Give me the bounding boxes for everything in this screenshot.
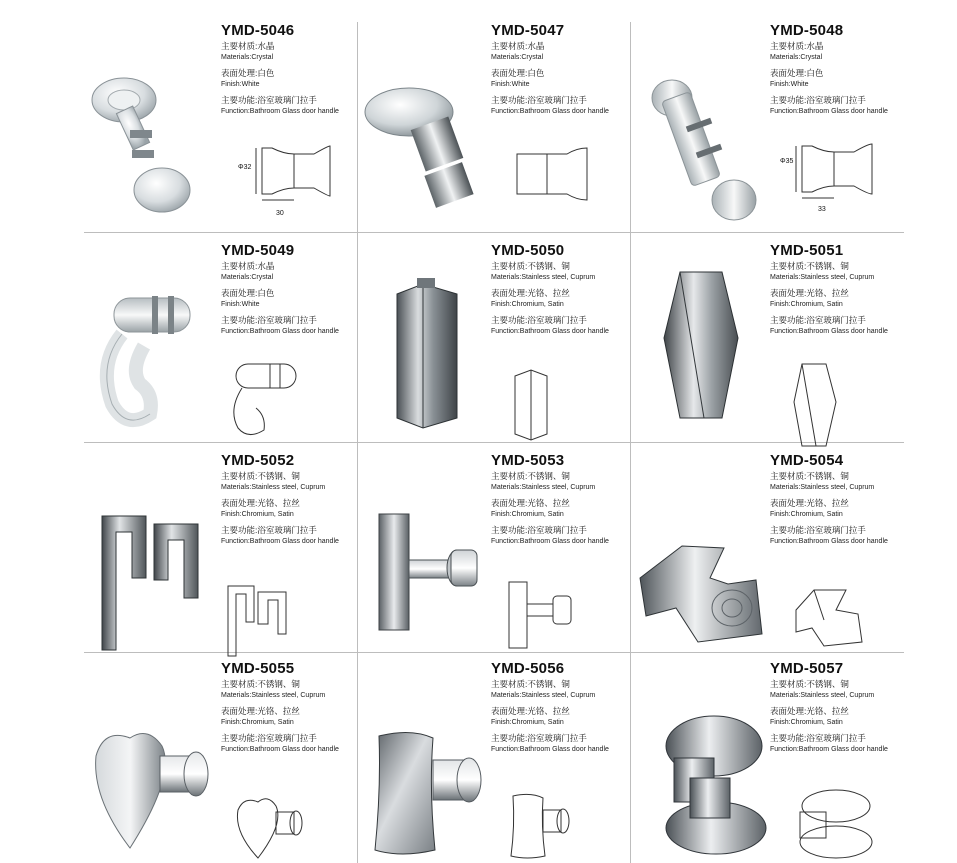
- material-en: Materials:Crystal: [221, 274, 274, 281]
- finish-cn: 表面处理:光铬、拉丝: [770, 498, 849, 508]
- heart-knob-photo: [90, 726, 220, 856]
- material-en: Materials:Stainless steel, Cuprum: [491, 274, 596, 281]
- function-cn: 主要功能:浴室玻璃门拉手: [770, 525, 866, 535]
- finish-en: Finish:White: [770, 81, 809, 88]
- product-code: YMD-5053: [491, 452, 565, 469]
- finish-cn: 表面处理:光铬、拉丝: [770, 288, 849, 298]
- product-card-ymd-5047[interactable]: [357, 22, 630, 232]
- finish-cn: 表面处理:白色: [770, 68, 824, 78]
- square-loop-line-drawing: [224, 580, 304, 660]
- function-en: Function:Bathroom Glass door handle: [770, 746, 888, 753]
- product-card-ymd-5052[interactable]: [84, 442, 357, 652]
- diamond-handle-photo: [660, 268, 750, 436]
- product-code: YMD-5046: [221, 22, 295, 39]
- page-top-margin: [0, 0, 957, 14]
- product-code: YMD-5052: [221, 452, 295, 469]
- finish-cn: 表面处理:光铬、拉丝: [491, 706, 570, 716]
- function-en: Function:Bathroom Glass door handle: [491, 538, 609, 545]
- function-cn: 主要功能:浴室玻璃门拉手: [491, 733, 587, 743]
- product-specs: [221, 679, 339, 755]
- product-card-ymd-5046[interactable]: [84, 22, 357, 232]
- crystal-double-knob-photo: [650, 72, 770, 222]
- material-cn: 主要材质:不锈钢、铜: [770, 679, 849, 689]
- product-code: YMD-5049: [221, 242, 295, 259]
- function-cn: 主要功能:浴室玻璃门拉手: [221, 315, 317, 325]
- function-cn: 主要功能:浴室玻璃门拉手: [770, 315, 866, 325]
- finish-cn: 表面处理:光铬、拉丝: [221, 498, 300, 508]
- material-cn: 主要材质:不锈钢、铜: [491, 471, 570, 481]
- product-code: YMD-5055: [221, 660, 295, 677]
- square-plate-line-drawing: [507, 792, 587, 862]
- material-en: Materials:Stainless steel, Cuprum: [770, 274, 875, 281]
- length-label: 33: [818, 206, 826, 213]
- finish-en: Finish:Chromium, Satin: [770, 301, 843, 308]
- plate-knob-photo: [377, 512, 497, 652]
- material-cn: 主要材质:不锈钢、铜: [221, 679, 300, 689]
- function-en: Function:Bathroom Glass door handle: [770, 328, 888, 335]
- product-card-ymd-5053[interactable]: [357, 442, 630, 652]
- finish-en: Finish:Chromium, Satin: [770, 719, 843, 726]
- finish-en: Finish:White: [221, 81, 260, 88]
- heart-knob-line-drawing: [232, 796, 312, 862]
- plate-knob-line-drawing: [507, 580, 597, 650]
- diamond-line-drawing: [792, 362, 842, 452]
- function-en: Function:Bathroom Glass door handle: [221, 746, 339, 753]
- product-code: YMD-5047: [491, 22, 565, 39]
- product-specs: [221, 41, 339, 117]
- product-card-ymd-5057[interactable]: [630, 652, 903, 862]
- material-cn: 主要材质:不锈钢、铜: [491, 261, 570, 271]
- material-cn: 主要材质:不锈钢、铜: [491, 679, 570, 689]
- function-en: Function:Bathroom Glass door handle: [221, 538, 339, 545]
- function-cn: 主要功能:浴室玻璃门拉手: [221, 733, 317, 743]
- product-code: YMD-5048: [770, 22, 844, 39]
- knob-line-drawing: [507, 146, 617, 206]
- material-en: Materials:Stainless steel, Cuprum: [770, 484, 875, 491]
- function-en: Function:Bathroom Glass door handle: [491, 746, 609, 753]
- diameter-label: Φ35: [780, 158, 794, 165]
- finish-cn: 表面处理:光铬、拉丝: [770, 706, 849, 716]
- finish-en: Finish:Chromium, Satin: [221, 511, 294, 518]
- product-catalog-grid: [84, 22, 904, 863]
- crystal-knob-photo: [357, 82, 487, 212]
- product-card-ymd-5056[interactable]: [357, 652, 630, 862]
- hook-line-drawing: [226, 360, 316, 440]
- product-specs: [491, 679, 609, 755]
- material-cn: 主要材质:不锈钢、铜: [770, 261, 849, 271]
- finish-en: Finish:Chromium, Satin: [491, 719, 564, 726]
- material-cn: 主要材质:水晶: [221, 41, 275, 51]
- finish-cn: 表面处理:光铬、拉丝: [491, 498, 570, 508]
- square-plate-knob-photo: [371, 730, 491, 860]
- finish-en: Finish:Chromium, Satin: [221, 719, 294, 726]
- product-specs: [770, 471, 888, 547]
- disc-line-drawing: [788, 788, 878, 860]
- ornate-clip-handle-photo: [636, 538, 766, 648]
- material-cn: 主要材质:水晶: [770, 41, 824, 51]
- material-en: Materials:Stainless steel, Cuprum: [770, 692, 875, 699]
- round-disc-handle-photo: [644, 708, 774, 858]
- function-en: Function:Bathroom Glass door handle: [221, 108, 339, 115]
- product-code: YMD-5051: [770, 242, 844, 259]
- function-cn: 主要功能:浴室玻璃门拉手: [491, 525, 587, 535]
- material-en: Materials:Stainless steel, Cuprum: [221, 692, 326, 699]
- crystal-knob-photo: [84, 70, 204, 220]
- function-en: Function:Bathroom Glass door handle: [221, 328, 339, 335]
- product-specs: [770, 41, 888, 117]
- material-cn: 主要材质:水晶: [491, 41, 545, 51]
- product-card-ymd-5050[interactable]: [357, 232, 630, 442]
- finish-cn: 表面处理:光铬、拉丝: [491, 288, 570, 298]
- function-cn: 主要功能:浴室玻璃门拉手: [770, 733, 866, 743]
- material-en: Materials:Stainless steel, Cuprum: [221, 484, 326, 491]
- product-specs: [770, 261, 888, 337]
- function-en: Function:Bathroom Glass door handle: [491, 108, 609, 115]
- material-en: Materials:Crystal: [491, 54, 544, 61]
- steel-block-handle-photo: [387, 278, 477, 438]
- material-en: Materials:Stainless steel, Cuprum: [491, 692, 596, 699]
- material-en: Materials:Crystal: [221, 54, 274, 61]
- function-cn: 主要功能:浴室玻璃门拉手: [221, 95, 317, 105]
- material-cn: 主要材质:不锈钢、铜: [221, 471, 300, 481]
- product-code: YMD-5056: [491, 660, 565, 677]
- finish-en: Finish:White: [491, 81, 530, 88]
- function-en: Function:Bathroom Glass door handle: [770, 108, 888, 115]
- block-line-drawing: [507, 368, 577, 448]
- finish-cn: 表面处理:白色: [221, 288, 275, 298]
- material-cn: 主要材质:不锈钢、铜: [770, 471, 849, 481]
- function-cn: 主要功能:浴室玻璃门拉手: [221, 525, 317, 535]
- knob-dimension-drawing: [772, 140, 892, 202]
- material-en: Materials:Crystal: [770, 54, 823, 61]
- function-cn: 主要功能:浴室玻璃门拉手: [770, 95, 866, 105]
- product-specs: [491, 261, 609, 337]
- product-card-ymd-5055[interactable]: [84, 652, 357, 862]
- finish-en: Finish:White: [221, 301, 260, 308]
- function-en: Function:Bathroom Glass door handle: [491, 328, 609, 335]
- product-specs: [491, 471, 609, 547]
- function-cn: 主要功能:浴室玻璃门拉手: [491, 95, 587, 105]
- product-card-ymd-5049[interactable]: [84, 232, 357, 442]
- product-card-ymd-5048[interactable]: [630, 22, 903, 232]
- crystal-hook-photo: [94, 284, 204, 434]
- page-right-margin: [943, 0, 957, 863]
- length-label: 30: [276, 210, 284, 217]
- finish-cn: 表面处理:白色: [221, 68, 275, 78]
- product-specs: [770, 679, 888, 755]
- function-en: Function:Bathroom Glass door handle: [770, 538, 888, 545]
- product-code: YMD-5050: [491, 242, 565, 259]
- material-cn: 主要材质:水晶: [221, 261, 275, 271]
- product-card-ymd-5051[interactable]: [630, 232, 903, 442]
- product-code: YMD-5057: [770, 660, 844, 677]
- product-specs: [221, 261, 339, 337]
- product-specs: [491, 41, 609, 117]
- product-specs: [221, 471, 339, 547]
- clip-line-drawing: [790, 584, 870, 650]
- finish-en: Finish:Chromium, Satin: [491, 301, 564, 308]
- function-cn: 主要功能:浴室玻璃门拉手: [491, 315, 587, 325]
- finish-en: Finish:Chromium, Satin: [491, 511, 564, 518]
- finish-cn: 表面处理:白色: [491, 68, 545, 78]
- finish-cn: 表面处理:光铬、拉丝: [221, 706, 300, 716]
- product-code: YMD-5054: [770, 452, 844, 469]
- material-en: Materials:Stainless steel, Cuprum: [491, 484, 596, 491]
- diameter-label: Φ32: [238, 164, 252, 171]
- product-card-ymd-5054[interactable]: [630, 442, 903, 652]
- square-loop-handle-photo: [98, 492, 208, 652]
- finish-en: Finish:Chromium, Satin: [770, 511, 843, 518]
